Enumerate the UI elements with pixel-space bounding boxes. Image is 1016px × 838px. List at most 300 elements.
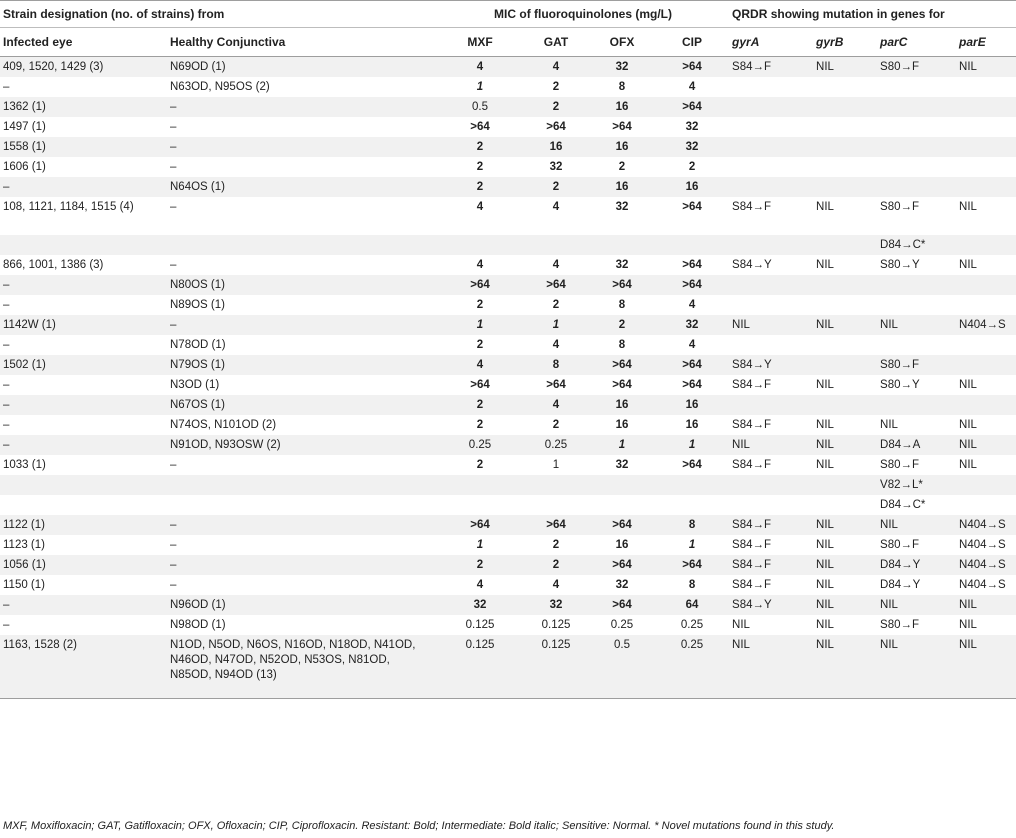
- cell-mic-cip: >64: [655, 97, 729, 117]
- cell-healthy-conjunctiva: N67OS (1): [167, 395, 437, 415]
- cell-parE: [956, 355, 1016, 375]
- cell-parE: [956, 395, 1016, 415]
- col-infected-eye: Infected eye: [0, 28, 167, 57]
- cell-parE: [956, 295, 1016, 315]
- cell-infected-eye: –: [0, 395, 167, 415]
- cell-gyrA: [729, 117, 813, 137]
- cell-gyrA: S84→F: [729, 197, 813, 235]
- cell-healthy-conjunctiva: N74OS, N101OD (2): [167, 415, 437, 435]
- table-row: [0, 515, 1016, 535]
- cell-healthy-conjunctiva: [167, 235, 437, 255]
- cell-gyrA: S84→F: [729, 455, 813, 475]
- cell-parC: S80→Y: [877, 375, 956, 395]
- cell-parE: [956, 77, 1016, 97]
- cell-parC: [877, 395, 956, 415]
- cell-parE: [956, 137, 1016, 157]
- cell-infected-eye: [0, 475, 167, 495]
- table-row: [0, 375, 1016, 395]
- cell-mic-ofx: >64: [589, 555, 655, 575]
- cell-healthy-conjunctiva: –: [167, 515, 437, 535]
- table-row: [0, 535, 1016, 555]
- cell-mic-mxf: 2: [437, 395, 523, 415]
- col-parC: parC: [877, 28, 956, 57]
- cell-mic-ofx: [589, 235, 655, 255]
- cell-parC: D84→Y: [877, 575, 956, 595]
- cell-gyrB: NIL: [813, 515, 877, 535]
- cell-parE: [956, 117, 1016, 137]
- cell-healthy-conjunctiva: N78OD (1): [167, 335, 437, 355]
- cell-mic-cip: 0.25: [655, 615, 729, 635]
- cell-parE: [956, 475, 1016, 495]
- cell-parE: NIL: [956, 435, 1016, 455]
- cell-infected-eye: 409, 1520, 1429 (3): [0, 57, 167, 77]
- cell-healthy-conjunctiva: N98OD (1): [167, 615, 437, 635]
- cell-healthy-conjunctiva: [167, 495, 437, 515]
- cell-mic-ofx: 32: [589, 455, 655, 475]
- cell-mic-cip: 32: [655, 137, 729, 157]
- table-row: [0, 475, 1016, 495]
- cell-mic-cip: >64: [655, 455, 729, 475]
- cell-mic-ofx: 16: [589, 395, 655, 415]
- cell-gyrA: [729, 295, 813, 315]
- cell-infected-eye: [0, 235, 167, 255]
- cell-mic-gat: 0.125: [523, 635, 589, 699]
- table-row: [0, 57, 1016, 77]
- cell-healthy-conjunctiva: N79OS (1): [167, 355, 437, 375]
- cell-mic-ofx: >64: [589, 117, 655, 137]
- cell-parC: NIL: [877, 515, 956, 535]
- cell-parC: [877, 177, 956, 197]
- cell-mic-gat: 32: [523, 157, 589, 177]
- cell-mic-mxf: 2: [437, 555, 523, 575]
- cell-infected-eye: –: [0, 295, 167, 315]
- cell-gyrA: S84→F: [729, 535, 813, 555]
- table-footnote: MXF, Moxifloxacin; GAT, Gatifloxacin; OFX, Ofloxacin; CIP, Ciprofloxacin. Resistant: Bold; Intermediate: Bold italic; Sensitive: Normal. * Novel mutations found in this study.: [3, 820, 835, 832]
- cell-mic-mxf: 2: [437, 455, 523, 475]
- cell-infected-eye: –: [0, 275, 167, 295]
- cell-infected-eye: –: [0, 177, 167, 197]
- cell-infected-eye: 1122 (1): [0, 515, 167, 535]
- cell-parE: N404→S: [956, 575, 1016, 595]
- col-gyrA: gyrA: [729, 28, 813, 57]
- cell-parE: NIL: [956, 255, 1016, 275]
- table-row: [0, 117, 1016, 137]
- cell-gyrB: [813, 335, 877, 355]
- cell-parC: S80→F: [877, 197, 956, 235]
- cell-healthy-conjunctiva: N91OD, N93OSW (2): [167, 435, 437, 455]
- cell-mic-cip: 1: [655, 535, 729, 555]
- cell-gyrB: NIL: [813, 455, 877, 475]
- cell-gyrA: [729, 275, 813, 295]
- cell-gyrA: [729, 395, 813, 415]
- cell-gyrB: [813, 295, 877, 315]
- cell-mic-gat: 2: [523, 295, 589, 315]
- cell-gyrA: [729, 177, 813, 197]
- cell-infected-eye: 1150 (1): [0, 575, 167, 595]
- cell-parE: NIL: [956, 455, 1016, 475]
- cell-mic-ofx: >64: [589, 515, 655, 535]
- cell-healthy-conjunctiva: N80OS (1): [167, 275, 437, 295]
- table-row: [0, 455, 1016, 475]
- cell-parC: NIL: [877, 635, 956, 699]
- cell-gyrB: NIL: [813, 615, 877, 635]
- cell-parC: [877, 77, 956, 97]
- cell-healthy-conjunctiva: –: [167, 97, 437, 117]
- cell-parE: NIL: [956, 615, 1016, 635]
- cell-mic-cip: 8: [655, 515, 729, 535]
- cell-mic-mxf: 4: [437, 197, 523, 235]
- cell-infected-eye: –: [0, 77, 167, 97]
- cell-infected-eye: [0, 495, 167, 515]
- cell-parC: NIL: [877, 415, 956, 435]
- cell-mic-gat: 4: [523, 197, 589, 235]
- cell-parC: D84→A: [877, 435, 956, 455]
- table-row: [0, 97, 1016, 117]
- cell-parC: NIL: [877, 595, 956, 615]
- cell-parC: S80→F: [877, 615, 956, 635]
- cell-mic-cip: 4: [655, 335, 729, 355]
- cell-parE: N404→S: [956, 315, 1016, 335]
- table-row: [0, 395, 1016, 415]
- cell-gyrB: NIL: [813, 575, 877, 595]
- cell-parC: D84→C*: [877, 235, 956, 255]
- cell-mic-mxf: 4: [437, 575, 523, 595]
- cell-parE: [956, 235, 1016, 255]
- cell-mic-cip: 32: [655, 315, 729, 335]
- cell-healthy-conjunctiva: N89OS (1): [167, 295, 437, 315]
- cell-gyrA: NIL: [729, 615, 813, 635]
- cell-mic-mxf: 4: [437, 255, 523, 275]
- table-row: [0, 355, 1016, 375]
- cell-parC: D84→C*: [877, 495, 956, 515]
- table-row: [0, 255, 1016, 275]
- cell-infected-eye: –: [0, 335, 167, 355]
- cell-mic-cip: [655, 235, 729, 255]
- cell-parC: S80→F: [877, 355, 956, 375]
- cell-healthy-conjunctiva: –: [167, 157, 437, 177]
- cell-gyrB: NIL: [813, 435, 877, 455]
- col-parE: parE: [956, 28, 1016, 57]
- col-cip: CIP: [655, 28, 729, 57]
- cell-mic-mxf: [437, 495, 523, 515]
- table-row: [0, 415, 1016, 435]
- cell-healthy-conjunctiva: N63OD, N95OS (2): [167, 77, 437, 97]
- cell-mic-cip: >64: [655, 255, 729, 275]
- cell-mic-cip: >64: [655, 375, 729, 395]
- cell-infected-eye: –: [0, 375, 167, 395]
- cell-parC: [877, 275, 956, 295]
- cell-gyrB: NIL: [813, 197, 877, 235]
- cell-mic-cip: 32: [655, 117, 729, 137]
- cell-gyrA: S84→F: [729, 57, 813, 77]
- cell-mic-mxf: >64: [437, 117, 523, 137]
- table-row: [0, 575, 1016, 595]
- cell-mic-gat: 8: [523, 355, 589, 375]
- cell-healthy-conjunctiva: –: [167, 535, 437, 555]
- cell-infected-eye: 1123 (1): [0, 535, 167, 555]
- cell-healthy-conjunctiva: –: [167, 197, 437, 235]
- cell-mic-gat: 2: [523, 97, 589, 117]
- cell-mic-mxf: 0.5: [437, 97, 523, 117]
- table-row: [0, 595, 1016, 615]
- cell-mic-mxf: 1: [437, 535, 523, 555]
- cell-mic-ofx: 2: [589, 157, 655, 177]
- cell-mic-gat: [523, 495, 589, 515]
- cell-mic-mxf: [437, 475, 523, 495]
- cell-infected-eye: 1558 (1): [0, 137, 167, 157]
- cell-healthy-conjunctiva: N1OD, N5OD, N6OS, N16OD, N18OD, N41OD, N46OD, N47OD, N52OD, N53OS, N81OD, N85OD, N94OD (13): [167, 635, 437, 699]
- cell-mic-gat: >64: [523, 375, 589, 395]
- cell-mic-gat: 4: [523, 57, 589, 77]
- cell-gyrA: NIL: [729, 635, 813, 699]
- cell-mic-ofx: 16: [589, 137, 655, 157]
- col-mxf: MXF: [437, 28, 523, 57]
- cell-mic-ofx: >64: [589, 275, 655, 295]
- cell-gyrB: [813, 235, 877, 255]
- cell-mic-ofx: 0.25: [589, 615, 655, 635]
- cell-gyrB: [813, 395, 877, 415]
- cell-parC: [877, 137, 956, 157]
- cell-mic-mxf: 2: [437, 335, 523, 355]
- cell-mic-ofx: 32: [589, 197, 655, 235]
- cell-gyrB: [813, 495, 877, 515]
- cell-infected-eye: 1056 (1): [0, 555, 167, 575]
- cell-mic-cip: 16: [655, 177, 729, 197]
- cell-gyrB: NIL: [813, 415, 877, 435]
- cell-gyrB: [813, 117, 877, 137]
- cell-gyrA: S84→Y: [729, 595, 813, 615]
- cell-mic-ofx: 16: [589, 415, 655, 435]
- cell-infected-eye: 1163, 1528 (2): [0, 635, 167, 699]
- cell-mic-ofx: 32: [589, 255, 655, 275]
- cell-parC: S80→Y: [877, 255, 956, 275]
- cell-parC: S80→F: [877, 535, 956, 555]
- table-row: [0, 137, 1016, 157]
- cell-mic-gat: 4: [523, 395, 589, 415]
- cell-gyrA: S84→F: [729, 575, 813, 595]
- cell-infected-eye: 108, 1121, 1184, 1515 (4): [0, 197, 167, 235]
- cell-parE: N404→S: [956, 535, 1016, 555]
- cell-healthy-conjunctiva: N69OD (1): [167, 57, 437, 77]
- cell-infected-eye: 1502 (1): [0, 355, 167, 375]
- cell-healthy-conjunctiva: N96OD (1): [167, 595, 437, 615]
- cell-mic-gat: >64: [523, 515, 589, 535]
- cell-mic-ofx: 8: [589, 77, 655, 97]
- cell-mic-mxf: >64: [437, 375, 523, 395]
- table-row: [0, 157, 1016, 177]
- cell-mic-mxf: 4: [437, 57, 523, 77]
- table-row: [0, 635, 1016, 699]
- cell-mic-gat: 2: [523, 415, 589, 435]
- cell-gyrA: NIL: [729, 315, 813, 335]
- cell-mic-mxf: 32: [437, 595, 523, 615]
- cell-gyrB: NIL: [813, 535, 877, 555]
- col-ofx: OFX: [589, 28, 655, 57]
- cell-parE: N404→S: [956, 555, 1016, 575]
- cell-gyrA: S84→F: [729, 415, 813, 435]
- cell-gyrB: [813, 97, 877, 117]
- cell-mic-cip: 0.25: [655, 635, 729, 699]
- cell-infected-eye: –: [0, 595, 167, 615]
- group-header-mic: MIC of fluoroquinolones (mg/L): [437, 1, 729, 28]
- cell-gyrB: NIL: [813, 255, 877, 275]
- cell-gyrB: NIL: [813, 315, 877, 335]
- cell-mic-cip: 4: [655, 295, 729, 315]
- cell-gyrA: [729, 495, 813, 515]
- table-row: [0, 197, 1016, 235]
- cell-mic-gat: >64: [523, 275, 589, 295]
- table-body: [0, 57, 1016, 699]
- cell-mic-gat: [523, 235, 589, 255]
- table-row: [0, 295, 1016, 315]
- table-row: [0, 275, 1016, 295]
- cell-healthy-conjunctiva: –: [167, 255, 437, 275]
- cell-gyrA: [729, 137, 813, 157]
- cell-parE: NIL: [956, 595, 1016, 615]
- cell-healthy-conjunctiva: –: [167, 137, 437, 157]
- cell-parE: NIL: [956, 415, 1016, 435]
- cell-mic-gat: 2: [523, 177, 589, 197]
- cell-gyrA: S84→F: [729, 375, 813, 395]
- table-row: [0, 495, 1016, 515]
- cell-mic-cip: 64: [655, 595, 729, 615]
- cell-mic-ofx: 0.5: [589, 635, 655, 699]
- cell-parE: NIL: [956, 375, 1016, 395]
- cell-gyrB: [813, 77, 877, 97]
- cell-mic-ofx: >64: [589, 355, 655, 375]
- cell-mic-cip: 16: [655, 415, 729, 435]
- cell-mic-mxf: [437, 235, 523, 255]
- cell-mic-ofx: 16: [589, 177, 655, 197]
- cell-mic-cip: >64: [655, 355, 729, 375]
- cell-gyrA: S84→F: [729, 515, 813, 535]
- cell-gyrB: [813, 355, 877, 375]
- cell-mic-mxf: 2: [437, 177, 523, 197]
- cell-mic-ofx: 8: [589, 335, 655, 355]
- cell-parE: [956, 177, 1016, 197]
- cell-mic-ofx: 16: [589, 535, 655, 555]
- cell-parE: [956, 495, 1016, 515]
- cell-gyrB: [813, 157, 877, 177]
- cell-healthy-conjunctiva: –: [167, 455, 437, 475]
- cell-mic-ofx: 1: [589, 435, 655, 455]
- cell-healthy-conjunctiva: –: [167, 555, 437, 575]
- cell-mic-mxf: 2: [437, 137, 523, 157]
- table-row: [0, 177, 1016, 197]
- table-row: [0, 615, 1016, 635]
- cell-infected-eye: –: [0, 415, 167, 435]
- cell-parE: [956, 335, 1016, 355]
- cell-gyrB: NIL: [813, 57, 877, 77]
- cell-mic-mxf: 0.125: [437, 635, 523, 699]
- cell-mic-gat: 0.125: [523, 615, 589, 635]
- cell-mic-mxf: 1: [437, 77, 523, 97]
- cell-parE: NIL: [956, 635, 1016, 699]
- cell-parE: N404→S: [956, 515, 1016, 535]
- cell-parC: [877, 97, 956, 117]
- cell-gyrA: [729, 475, 813, 495]
- cell-mic-cip: [655, 495, 729, 515]
- cell-infected-eye: 1606 (1): [0, 157, 167, 177]
- cell-mic-mxf: 4: [437, 355, 523, 375]
- cell-mic-ofx: >64: [589, 375, 655, 395]
- cell-mic-gat: 4: [523, 255, 589, 275]
- cell-mic-ofx: >64: [589, 595, 655, 615]
- cell-mic-cip: 16: [655, 395, 729, 415]
- cell-mic-mxf: >64: [437, 275, 523, 295]
- cell-infected-eye: 1497 (1): [0, 117, 167, 137]
- cell-mic-gat: 2: [523, 77, 589, 97]
- cell-gyrB: NIL: [813, 635, 877, 699]
- cell-mic-mxf: >64: [437, 515, 523, 535]
- cell-mic-ofx: 32: [589, 575, 655, 595]
- cell-mic-mxf: 2: [437, 415, 523, 435]
- cell-gyrB: [813, 475, 877, 495]
- cell-parC: S80→F: [877, 455, 956, 475]
- cell-mic-gat: 32: [523, 595, 589, 615]
- cell-mic-mxf: 1: [437, 315, 523, 335]
- table-row: [0, 315, 1016, 335]
- cell-mic-gat: 16: [523, 137, 589, 157]
- group-header-strain: Strain designation (no. of strains) from: [0, 1, 437, 28]
- cell-mic-ofx: 8: [589, 295, 655, 315]
- table-row: [0, 77, 1016, 97]
- cell-gyrA: S84→Y: [729, 355, 813, 375]
- cell-gyrA: [729, 97, 813, 117]
- table-row: [0, 435, 1016, 455]
- cell-healthy-conjunctiva: N64OS (1): [167, 177, 437, 197]
- cell-mic-gat: 1: [523, 315, 589, 335]
- cell-parE: [956, 97, 1016, 117]
- cell-mic-cip: >64: [655, 555, 729, 575]
- cell-gyrB: [813, 177, 877, 197]
- col-gat: GAT: [523, 28, 589, 57]
- cell-parC: NIL: [877, 315, 956, 335]
- col-healthy-conjunctiva: Healthy Conjunctiva: [167, 28, 437, 57]
- cell-mic-gat: 1: [523, 455, 589, 475]
- cell-mic-ofx: 2: [589, 315, 655, 335]
- cell-mic-mxf: 2: [437, 295, 523, 315]
- cell-healthy-conjunctiva: [167, 475, 437, 495]
- cell-mic-cip: 8: [655, 575, 729, 595]
- cell-mic-ofx: [589, 475, 655, 495]
- cell-gyrB: [813, 137, 877, 157]
- cell-gyrB: NIL: [813, 375, 877, 395]
- cell-mic-gat: 4: [523, 575, 589, 595]
- cell-mic-gat: 0.25: [523, 435, 589, 455]
- cell-gyrB: NIL: [813, 595, 877, 615]
- cell-mic-cip: 4: [655, 77, 729, 97]
- cell-mic-gat: 2: [523, 555, 589, 575]
- cell-mic-cip: 2: [655, 157, 729, 177]
- group-header-row: [0, 1, 1016, 28]
- cell-parE: NIL: [956, 57, 1016, 77]
- cell-mic-mxf: 0.25: [437, 435, 523, 455]
- group-header-qrdr: QRDR showing mutation in genes for: [729, 1, 1016, 28]
- cell-mic-ofx: 16: [589, 97, 655, 117]
- cell-infected-eye: 1362 (1): [0, 97, 167, 117]
- table-row: [0, 235, 1016, 255]
- cell-healthy-conjunctiva: N3OD (1): [167, 375, 437, 395]
- cell-healthy-conjunctiva: –: [167, 315, 437, 335]
- cell-healthy-conjunctiva: –: [167, 117, 437, 137]
- cell-parC: [877, 117, 956, 137]
- cell-infected-eye: 866, 1001, 1386 (3): [0, 255, 167, 275]
- column-header-row: [0, 28, 1016, 57]
- cell-infected-eye: –: [0, 615, 167, 635]
- cell-mic-gat: >64: [523, 117, 589, 137]
- cell-gyrA: [729, 335, 813, 355]
